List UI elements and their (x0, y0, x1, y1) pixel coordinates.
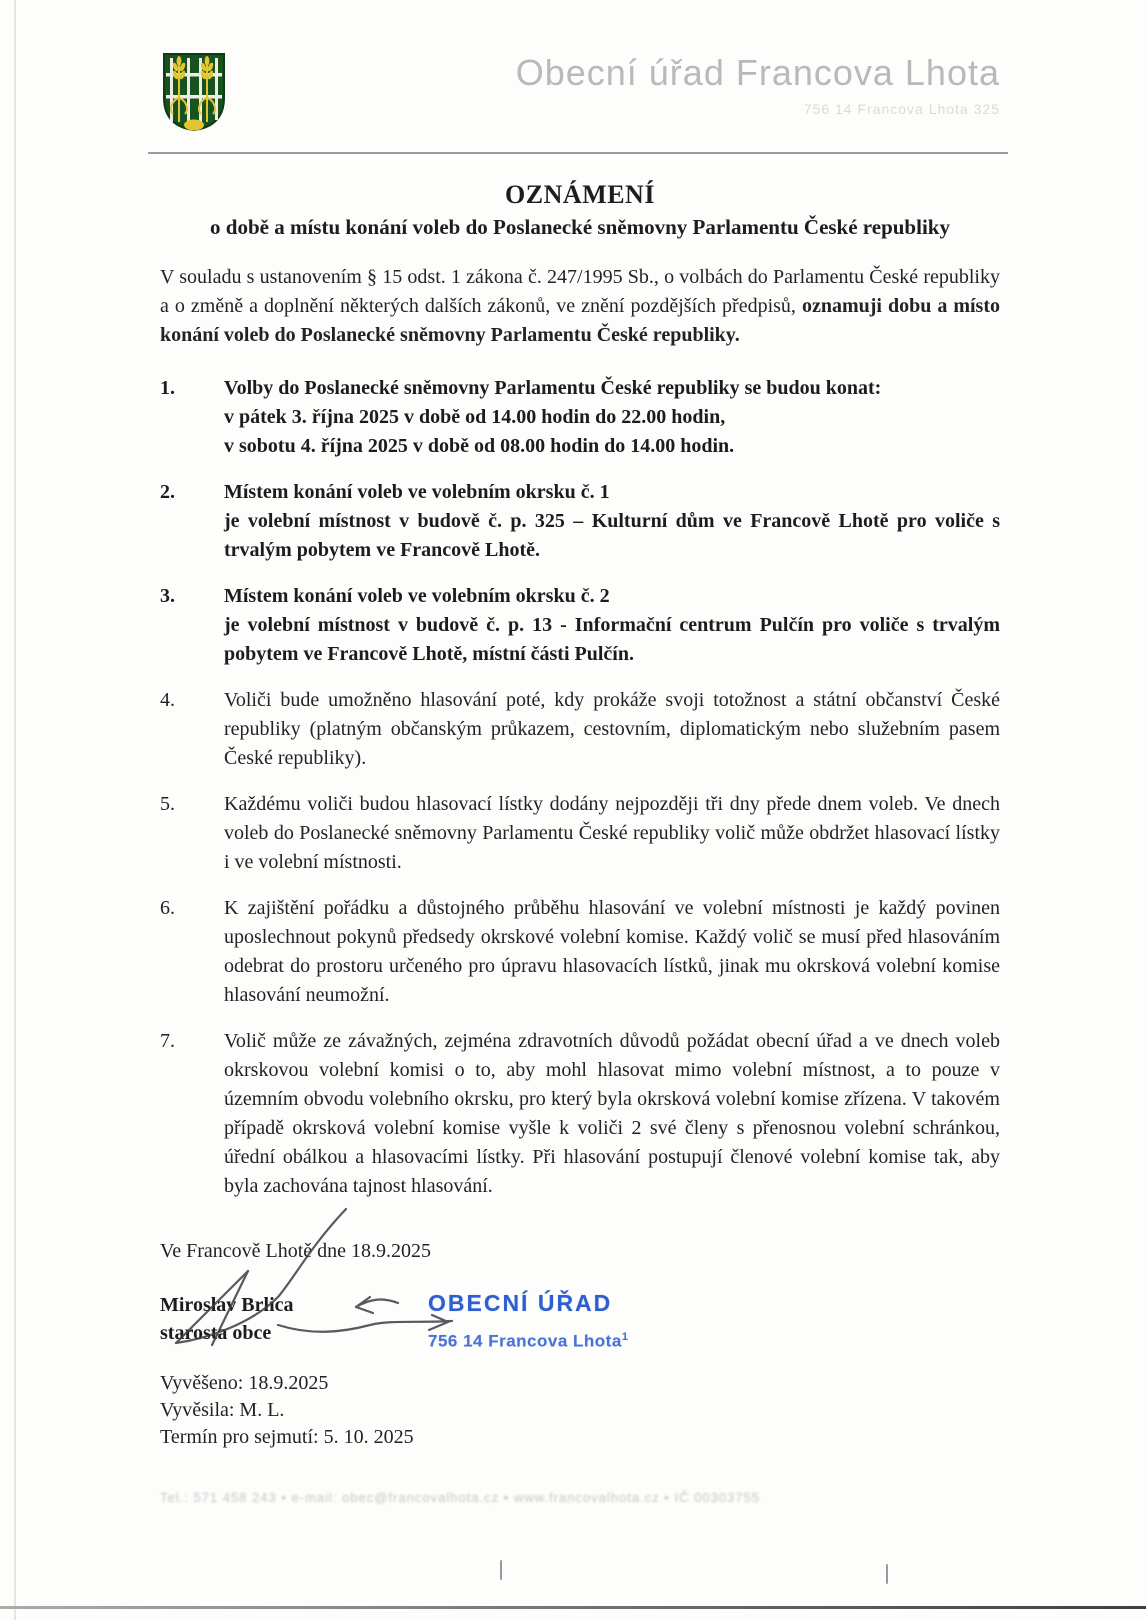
document-content (160, 0, 1000, 1451)
item-text (224, 374, 1000, 461)
item-text (224, 894, 1000, 1010)
removal-deadline-line: Termín pro sejmutí: 5. 10. 2025 (160, 1426, 414, 1448)
item-text (224, 686, 1000, 773)
place-date-line: Ve Francově Lhotě dne 18.9.2025 (160, 1240, 432, 1262)
coat-of-arms-icon (162, 52, 226, 132)
item-number: 1. (160, 377, 175, 399)
letterhead-text (226, 52, 1000, 117)
page-bottom-edge (0, 1606, 1146, 1609)
scan-tick-mark (500, 1560, 502, 1580)
item-number: 2. (160, 481, 175, 503)
item-number: 4. (160, 689, 175, 711)
list-item (160, 790, 1000, 877)
list-item (160, 478, 1000, 565)
item-heading: Místem konání voleb ve volebním okrsku č. 1 (224, 481, 610, 503)
item-line: v pátek 3. října 2025 v době od 14.00 hodin do 22.00 hodin, (224, 406, 726, 428)
item-text (224, 478, 1000, 565)
item-body: Každému voliči budou hlasovací lístky dodány nejpozději tři dny přede dnem voleb. Ve dnech voleb do Poslanecké sněmovny Parlamentu České republiky volič může obdržet hlasovací lístky i ve volební místnosti. (224, 793, 1000, 873)
intro-normal: V souladu s ustanovením § 15 odst. 1 zákona č. 247/1995 Sb., o volbách do Parlamentu České republiky a o změně a doplnění některých dalších zákonů, ve znění pozdějších předpisů, (160, 266, 1000, 317)
numbered-list (160, 374, 1000, 1201)
item-body: je volební místnost v budově č. p. 325 – Kulturní dům ve Francově Lhotě pro voliče s trvalým pobytem ve Francově Lhotě. (224, 510, 1000, 561)
list-item (160, 894, 1000, 1010)
item-body: K zajištění pořádku a důstojného průběhu hlasování ve volební místnosti je každý povinen uposlechnout pokynů předsedy okrskové volební komise. Každý volič se musí před hlasováním odebrat do prostoru určeného pro úpravu hlasovacích lístků, jinak mu okrsková volební komise hlasování neumožní. (224, 897, 1000, 1006)
item-text (224, 1027, 1000, 1201)
org-name: Obecní úřad Francova Lhota (515, 52, 1000, 93)
list-item (160, 686, 1000, 773)
item-line: v sobotu 4. října 2025 v době od 08.00 hodin do 14.00 hodin. (224, 435, 735, 457)
posting-info (160, 1370, 1000, 1451)
item-number: 5. (160, 793, 175, 815)
intro-paragraph (160, 263, 1000, 350)
list-item (160, 374, 1000, 461)
signatory-role: starosta obce (160, 1322, 272, 1344)
scan-edge-shadow (14, 0, 16, 1620)
item-body: je volební místnost v budově č. p. 13 - Informační centrum Pulčín pro voliče s trvalým pobytem ve Francově Lhotě, místní části Pulčín. (224, 614, 1000, 665)
item-body: Voliči bude umožněno hlasování poté, kdy prokáže svoji totožnost a státní občanství České republiky (platným občanským průkazem, cestovním, diplomatickým nebo služebním pasem České republiky). (224, 689, 1000, 769)
list-item (160, 1027, 1000, 1201)
scan-tick-mark (886, 1564, 888, 1584)
notice-subtitle: o době a místu konání voleb do Poslanecké sněmovny Parlamentu České republiky (210, 215, 950, 239)
item-text (224, 790, 1000, 877)
stamp-address-text: 756 14 Francova Lhota (428, 1331, 622, 1351)
letterhead (160, 0, 1000, 132)
item-number: 3. (160, 585, 175, 607)
header-divider (148, 152, 1008, 154)
office-stamp (428, 1289, 628, 1356)
posted-line: Vyvěšeno: 18.9.2025 (160, 1372, 329, 1394)
stamp-address-line (428, 1323, 628, 1356)
item-number: 6. (160, 897, 175, 919)
posted-by-line: Vyvěsila: M. L. (160, 1399, 285, 1421)
item-text (224, 582, 1000, 669)
stamp-org-line: OBECNÍ ÚŘAD (428, 1290, 613, 1316)
item-number: 7. (160, 1030, 175, 1052)
item-heading: Místem konání voleb ve volebním okrsku č. 2 (224, 585, 610, 607)
item-line: Volby do Poslanecké sněmovny Parlamentu České republiky se budou konat: (224, 377, 882, 399)
item-body: Volič může ze závažných, zejména zdravotních důvodů požádat obecní úřad a ve dnech voleb okrskovou volební komisi o to, aby mohl hlasovat mimo volební místnost, a to pouze v územním obvodu volebního okrsku, pro který byla okrsková volební komise zřízena. V takovém případě okrsková volební komise vyšle k voliči 2 své členy s přenosnou volební schránkou, úřední obálkou a hlasovacími lístky. Při hlasování postupují členové volební komise tak, aby byla zachována tajnost hlasování. (224, 1030, 1000, 1197)
footer-contact-line: Tel.: 571 458 243 • e-mail: obec@francovalhota.cz • www.francovalhota.cz • IČ 00303755 (160, 1490, 760, 1505)
signatory-name: Miroslav Brlica (160, 1294, 294, 1316)
stamp-superscript: 1 (621, 1331, 629, 1343)
intro-bold: oznamuji dobu a místo konání voleb do Poslanecké sněmovny Parlamentu České republiky. (160, 295, 1001, 346)
notice-title: OZNÁMENÍ (505, 180, 655, 209)
list-item (160, 582, 1000, 669)
signature-block (160, 1237, 1000, 1451)
org-address: 756 14 Francova Lhota 325 (803, 101, 1000, 118)
